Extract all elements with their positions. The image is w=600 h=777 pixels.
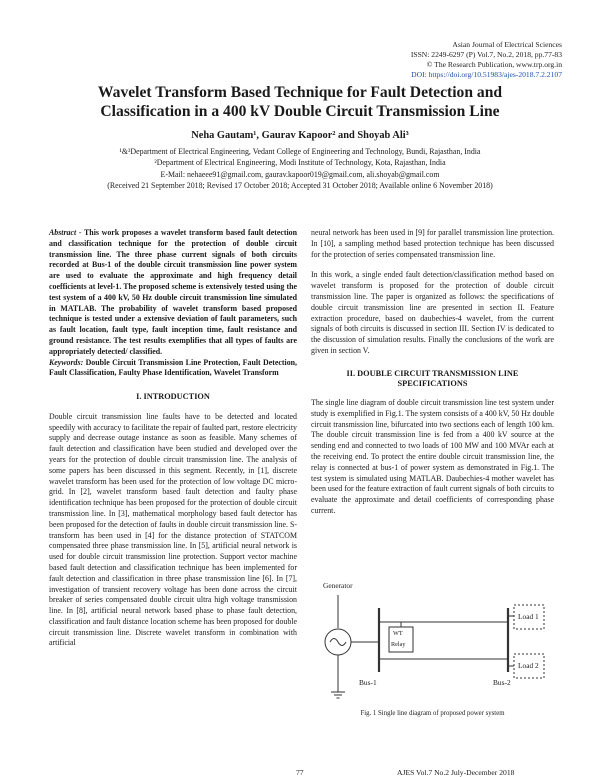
authors: Neha Gautam¹, Gaurav Kapoor² and Shoyab Ali³: [191, 130, 409, 141]
bus-2-label: Bus-2: [493, 678, 511, 687]
relay-label: Relay: [391, 641, 406, 648]
footer-journal: AJES Vol.7 No.2 July-December 2018: [397, 768, 515, 777]
paragraph: neural network has been used in [9] for parallel transmission line protection. In [10], a sampling method based protection technique has been discussed for the protection of series compensated transmission line.: [311, 228, 554, 259]
load-1-label: Load 1: [518, 612, 539, 621]
figure-caption: Fig. 1 Single line diagram of proposed power system: [360, 710, 505, 717]
publisher: © The Research Publication, www.trp.org.in: [426, 60, 562, 69]
journal-header: [411, 40, 562, 80]
bus-1-label: Bus-1: [359, 678, 377, 687]
introduction-text: Double circuit transmission line faults have to be detected and located speedily with accuracy to facilitate the repair of faulted part, restore electricity supply and decrease outage instance as soon as feasible. Many schemes of fault detection and classification have been studied and developed over the years for the protection of double circuit transmission line. The analysis of some papers has been discussed in this segment. Recently, in [1], discrete wavelet transform has been used for the protection of low voltage DC micro-grid. In [2], wavelet transform based fault detection and faulty phase identification technique has been proposed for the protection of double circuit transmission line. In [3], mathematical morphology based fault detector has been proposed for the detection of faults in double circuit transmission line. S-transform has been used in [4] for the distance protection of STATCOM compensated three phase transmission line. In [5], artificial neural network is used for double circuit transmission line protection. Support vector machine based fault detection and classification technique has been implemented for fault detection and classification in three phase transmission line [6]. In [7], investigation of transient recovery voltage has been done across the circuit breaker of series compensated double circuit ultra high voltage transmission line. In [8], artificial neural network based phase to phase fault detection, classification and fault distance location scheme has been proposed for double circuit transmission line. Discrete wavelet transform in combination with artificial: [49, 411, 297, 648]
single-line-diagram: [311, 570, 554, 710]
right-column: [311, 228, 554, 517]
left-column: [49, 228, 297, 649]
emails: E-Mail: nehaeee91@gmail.com, gaurav.kapoor019@gmail.com, ali.shoyab@gmail.com: [160, 169, 440, 179]
affiliation-1: ¹&³Department of Electrical Engineering, Vedant College of Engineering and Technology, Bundi, Rajasthan, India: [119, 147, 481, 156]
specifications-text: The single line diagram of double circuit transmission line test system under study is exemplified in Fig.1. The system consists of a 400 kV, 50 Hz double circuit transmission line, bifurcated into two sections each of length 100 km. The double circuit transmission line is fed from a 400 kV source at the sending end and connected to two loads of 100 MW and 100 MVAr each at the receiving end. To protect the entire double circuit transmission line, the relay is connected at bus-1 of power system as demonstrated in Fig.1. The test system is simulated using MATLAB. Daubechies-4 mother wavelet has been used for the feature extraction of fault current signals of both circuits to evaluate the approximate and detail coefficients of corresponding phase current.: [311, 397, 554, 515]
dates: (Received 21 September 2018; Revised 17 October 2018; Accepted 31 October 2018; Available online 6 November 2018): [107, 181, 493, 191]
doi-link[interactable]: DOI: https://doi.org/10.51983/ajes-2018.7.2.2107: [411, 70, 562, 79]
figure-1: [311, 570, 554, 725]
journal-name: Asian Journal of Electrical Sciences: [452, 40, 562, 49]
affiliation-2: ²Department of Electrical Engineering, Modi Institute of Technology, Kota, Rajasthan, India: [154, 158, 446, 168]
generator-label: Generator: [323, 581, 353, 590]
issn: ISSN: 2249-6297 (P) Vol.7, No.2, 2018, pp.77-83: [410, 50, 562, 59]
load-2-label: Load 2: [518, 661, 539, 670]
affiliations: [30, 146, 570, 192]
keywords: Keywords: Double Circuit Transmission Line Protection, Fault Detection, Fault Classification, Faulty Phase Identification, Wavelet Transform: [49, 357, 297, 378]
section-heading-specifications: II. DOUBLE CIRCUIT TRANSMISSION LINE SPECIFICATIONS: [346, 368, 519, 389]
abstract: Abstract - This work proposes a wavelet transform based fault detection and classification technique for the protection of double circuit transmission line. The three phase current signals of both circuits recorded at Bus-1 of the double circuit transmission line power system are used to evaluate the approximate and high frequency detail coefficients at level-1. The proposed scheme is extensively tested using the test system of a 400 kV, 50 Hz double circuit transmission line simulated in MATLAB. The probability of wavelet transform based proposed technique is tested under a extensive deviation of fault parameters, such as fault location, fault type, fault inception time, fault resistance and ground resistance. The test results exemplifies that all types of faults are appropriately detected/ classified.: [49, 228, 297, 356]
wt-label: WT: [393, 630, 403, 637]
page-number: 77: [296, 768, 304, 777]
section-heading-introduction: I. INTRODUCTION: [136, 392, 210, 402]
paragraph: In this work, a single ended fault detection/classification method based on wavelet transform is proposed for the protection of double circuit transmission line. The paper is organized as follows: the specifications of double circuit transmission line are presented in section II. Feature extraction procedure, based on daubechies-4 wavelet, from the current signals of both circuits is discussed in section III. Section IV is dedicated to the discussion of simulation results. Finally the conclusions of the work are given in section V.: [311, 270, 554, 355]
generator-sine: [330, 639, 346, 646]
paper-title: Wavelet Transform Based Technique for Fault Detection and Classification in a 400 kV Double Circuit Transmission Line: [97, 84, 503, 120]
